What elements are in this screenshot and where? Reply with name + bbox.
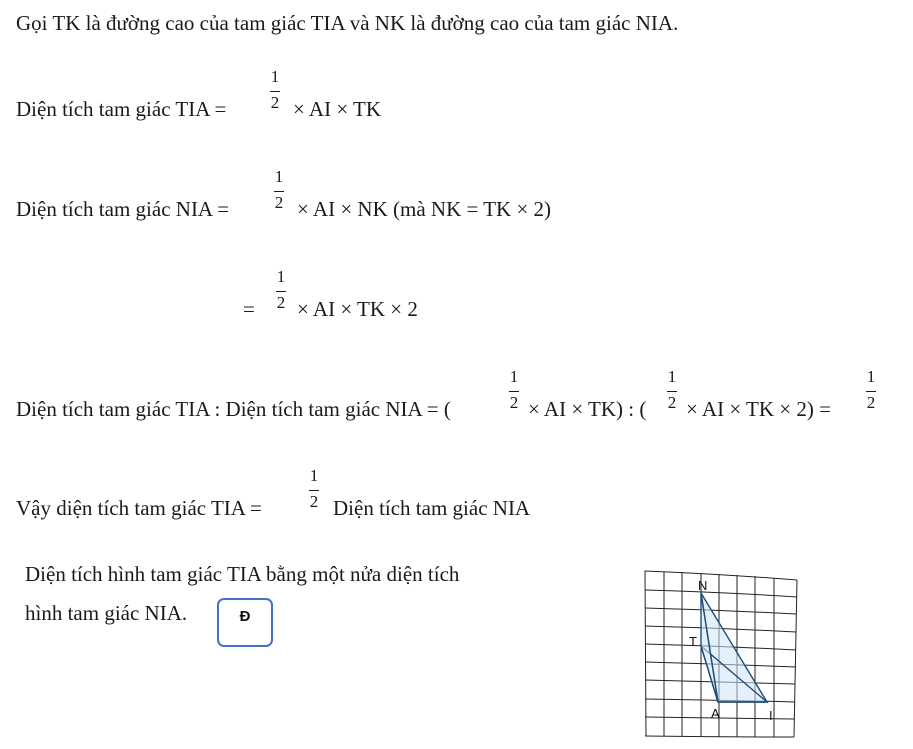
- grid-diagram: [640, 566, 805, 744]
- ratio-part2: × AI × TK × 2) =: [686, 397, 831, 421]
- fraction-denominator: 2: [274, 193, 284, 212]
- fraction-one-half: [506, 368, 522, 416]
- fraction-numerator: 1: [509, 367, 519, 386]
- fraction-one-half: [306, 467, 322, 515]
- label-T: T: [689, 634, 697, 649]
- answer-value: Đ: [239, 608, 251, 625]
- fraction-denominator: 2: [270, 93, 280, 112]
- conclusion-rest: Diện tích tam giác NIA: [333, 496, 531, 520]
- label-I: I: [769, 708, 773, 723]
- fraction-bar: [276, 291, 286, 292]
- area-tia-formula: × AI × TK: [293, 97, 382, 121]
- conclusion-label: Vậy diện tích tam giác TIA =: [16, 496, 262, 520]
- triangle-grid-figure: [640, 566, 805, 744]
- label-N: N: [698, 578, 708, 593]
- area-nia-formula: × AI × NK (mà NK = TK × 2): [297, 197, 552, 221]
- fraction-one-half-result: [863, 368, 879, 416]
- label-A: A: [711, 706, 720, 721]
- statement-line-1: Diện tích hình tam giác TIA bằng một nửa diện tích: [25, 562, 460, 586]
- area-nia-substituted: × AI × TK × 2: [297, 297, 418, 321]
- fraction-denominator: 2: [309, 492, 319, 511]
- statement-line-2: hình tam giác NIA.: [25, 601, 188, 625]
- fraction-bar: [667, 391, 677, 392]
- area-nia-label: Diện tích tam giác NIA =: [16, 197, 230, 221]
- fraction-bar: [866, 391, 876, 392]
- fraction-bar: [509, 391, 519, 392]
- fraction-numerator: 1: [866, 367, 876, 386]
- fraction-bar: [274, 191, 284, 192]
- equals-sign: =: [243, 297, 255, 321]
- fraction-denominator: 2: [667, 393, 677, 412]
- fraction-one-half: [664, 368, 680, 416]
- fraction-one-half: [267, 68, 283, 116]
- ratio-label: Diện tích tam giác TIA : Diện tích tam giác NIA = (: [16, 397, 451, 421]
- fraction-bar: [270, 91, 280, 92]
- area-tia-label: Diện tích tam giác TIA =: [16, 97, 227, 121]
- fraction-one-half: [273, 268, 289, 316]
- intro-text: Gọi TK là đường cao của tam giác TIA và NK là đường cao của tam giác NIA.: [16, 11, 679, 35]
- fraction-numerator: 1: [667, 367, 677, 386]
- fraction-numerator: 1: [274, 167, 284, 186]
- fraction-denominator: 2: [276, 293, 286, 312]
- fraction-numerator: 1: [309, 466, 319, 485]
- fraction-denominator: 2: [509, 393, 519, 412]
- fraction-denominator: 2: [866, 393, 876, 412]
- fraction-numerator: 1: [276, 267, 286, 286]
- ratio-part1: × AI × TK) : (: [528, 397, 647, 421]
- fraction-one-half: [271, 168, 287, 216]
- fraction-bar: [309, 490, 319, 491]
- fraction-numerator: 1: [270, 67, 280, 86]
- answer-box-true[interactable]: [217, 598, 273, 647]
